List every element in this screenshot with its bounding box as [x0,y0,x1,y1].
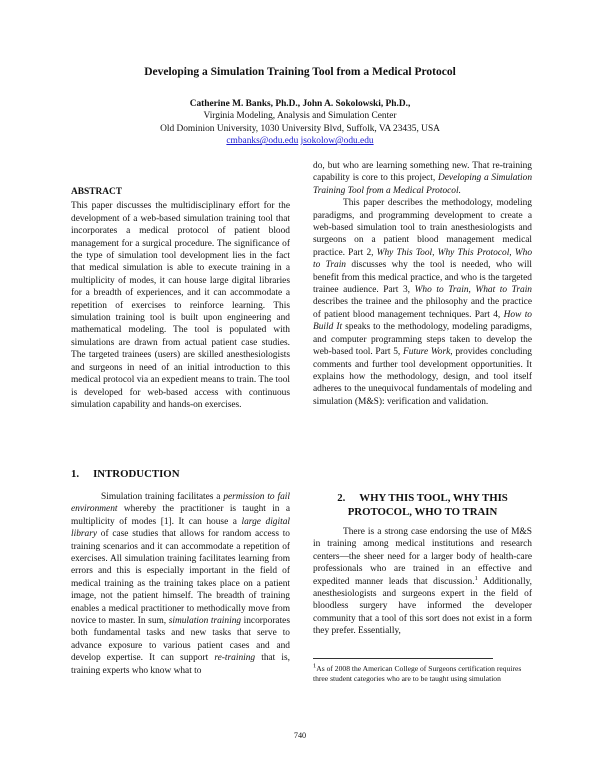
author-emails [0,135,600,147]
footnote-divider [313,658,493,659]
section-1-heading [71,468,180,480]
right-paragraph-2: This paper describes the methodology, modeling paradigms, and programming development to create a web-based simulation tool to train anesthesiologists and surgeons on a patient blood management medical practice. Part 2, Why This Tool, Why This Protocol, Who to Train discusses why the tool is needed, who will benefit from this medical practice, and who is the targeted trainee audience. Part 3, Who to Train, What to Train describes the trainee and the philosophy and the practice of patient blood management techniques. Part 4, How to Build It speaks to the methodology, modeling paradigms, and computer programming steps taken to develop the web-based tool. Part 5, Future Work, provides concluding comments and further tool development opportunities. It explains how the methodology, design, and tool itself adheres to the unequivocal fundamentals of modeling and simulation (M&S): verification and validation. [313,198,533,407]
section-2-title: WHY THIS TOOL, WHY THIS PROTOCOL, WHO TO TRAIN [347,492,508,518]
right-paragraph-1: do, but who are learning something new. That re-training capability is core to this project, Developing a Simulation Training Tool from a Medical Protocol. [313,161,533,196]
right-column-text [313,160,532,408]
author-address: Old Dominion University, 1030 University Blvd, Suffolk, VA 23435, USA [160,123,440,134]
footnote-marker: 1 [313,662,317,670]
paper-title: Developing a Simulation Training Tool from a Medical Protocol [144,66,456,78]
page-number: 740 [293,731,307,740]
footnote-ref: 1 [474,574,478,582]
author-affiliation: Virginia Modeling, Analysis and Simulation Center [203,111,397,122]
abstract-section [71,186,290,411]
abstract-heading: ABSTRACT [71,187,123,197]
author-names: Catherine M. Banks, Ph.D., John A. Sokolowski, Ph.D., [189,99,411,109]
footnote-text: As of 2008 the American College of Surgeons certification requires three student categories who are to be taught using simulation [313,664,522,683]
author-block [0,98,600,148]
section-2-heading [313,491,532,519]
section-2-number: 2. [337,492,346,504]
email-link-banks[interactable]: cmbanks@odu.edu [226,136,299,147]
section-2-paragraph: There is a strong case endorsing the use of M&S in training among medical institutions and research centers—the sheer need for a larger body of health-care professionals who are trained in an effective and expedited manner leads that discussion.$^1$ Additionally, anesthesiologists and surgeons expert in the field of bloodless surgery have informed the developer community that a tool of this sort does not exist in a form they prefer. Essentially, [313,527,532,637]
email-link-sokolowski[interactable]: jsokolow@odu.edu [300,136,374,147]
footnote [313,664,532,683]
section-1-title: INTRODUCTION [93,468,180,480]
intro-paragraph: Simulation training facilitates a permission to fail environment whereby the practitioner is taught in a multiplicity of modes [1]. It can house a large digital library of case studies that allows for random access to training scenarios and it can accommodate a repetition of exercises. All simulation training facilitates learning from errors and this is especially important in the field of medical training as the training takes place on a patient image, not the patient himself. The breadth of training enables a medical practitioner to methodically move from novice to master. In sum, simulation training incorporates both fundamental tasks and new tasks that serve to advance exposure to various patient cases and and develop expertise. It can support re-training that is, training experts who know what to [71,492,290,676]
introduction-text [71,491,290,677]
abstract-text: This paper discusses the multidisciplinary effort for the development of a web-based simulation training tool that incorporates a medical protocol of patient blood management for a surgical procedure. The significance of the type of simulation tool development lies in the fact that medical simulation is able to execute training in a multiplicity of modes, it can house large digital libraries for a breadth of experiences, and it can accommodate a repetition of exercises to reinforce learning. This simulation training tool is built upon engineering and mathematical modeling. The tool is populated with simulations are drawn from actual patient case studies. The targeted trainees (users) are skilled anesthesiologists and surgeons in need of an initial introduction to this medical protocol via an expedient means to train. The tool is developed for web-based access with continuous simulation capability and hands-on exercises. [71,201,290,410]
section-2-text [313,526,532,638]
section-1-number: 1. [71,468,80,480]
